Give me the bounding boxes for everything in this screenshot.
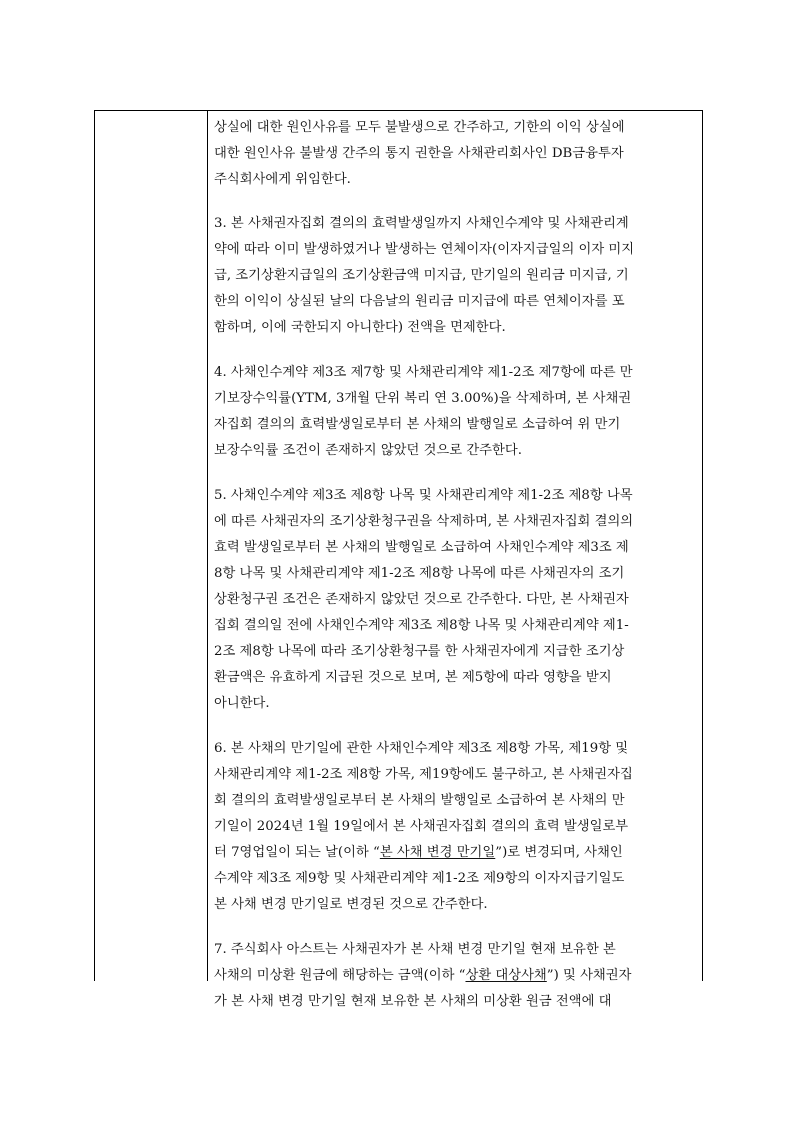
text-line: 8항 나목 및 사채관리계약 제1-2조 제8항 나목에 따른 사채권자의 조기: [214, 566, 625, 581]
text-fragment: 터 7영업일이 되는 날(이하 “: [214, 845, 380, 860]
text-line: 에 따른 사채권자의 조기상환청구권을 삭제하며, 본 사채권자집회 결의의: [214, 514, 634, 529]
text-line: 가 본 사채 변경 만기일 현재 보유한 본 사채의 미상환 원금 전액에 대: [214, 994, 612, 1009]
text-line: 2조 제8항 나목에 따라 조기상환청구를 한 사채권자에게 지급한 조기상: [214, 644, 625, 659]
text-line: 자집회 결의의 효력발생일로부터 본 사채의 발행일로 소급하여 위 만기: [214, 417, 621, 432]
text-line: 주식회사에게 위임한다.: [214, 172, 351, 187]
table-content-cell: [208, 111, 702, 1009]
text-line: 상환청구권 조건은 존재하지 않았던 것으로 간주한다. 다만, 본 사채권자: [214, 592, 629, 607]
text-line: 한의 이익이 상실된 날의 다음날의 원리금 미지급에 따른 연체이자를 포: [214, 294, 625, 309]
table-left-cell: [95, 111, 207, 981]
text-fragment: ”)로 변경되며, 사채인: [495, 845, 623, 860]
text-line: 대한 원인사유 불발생 간주의 통지 권한을 사채관리회사인 DB금융투자: [214, 146, 624, 161]
text-line: 환금액은 유효하게 지급된 것으로 보며, 본 제5항에 따라 영향을 받지: [214, 670, 612, 685]
text-fragment: 사채의 미상환 원금에 해당하는 금액(이하 “: [214, 968, 466, 983]
text-line: 약에 따라 이미 발생하였거나 발생하는 연체이자(이자지급일의 이자 미지: [214, 242, 635, 257]
text-line: 기보장수익률(YTM, 3개월 단위 복리 연 3.00%)을 삭제하며, 본 사채권: [214, 391, 632, 406]
defined-term-maturity: 본 사채 변경 만기일: [379, 845, 496, 860]
defined-term-redemption: 상환 대상사채: [465, 968, 547, 983]
text-line: 3. 본 사채권자집회 결의의 효력발생일까지 사채인수계약 및 사채관리계: [214, 216, 629, 231]
text-line: 사채관리계약 제1-2조 제8항 가목, 제19항에도 불구하고, 본 사채권자집: [214, 767, 633, 782]
text-line: [214, 844, 623, 862]
text-line: 상실에 대한 원인사유를 모두 불발생으로 간주하고, 기한의 이익 상실에: [214, 120, 625, 135]
text-line: 회 결의의 효력발생일로부터 본 사채의 발행일로 소급하여 본 사채의 만: [214, 793, 625, 808]
text-line: 함하며, 이에 국한되지 아니한다) 전액을 면제한다.: [214, 320, 506, 335]
text-line: 급, 조기상환지급일의 조기상환금액 미지급, 만기일의 원리금 미지급, 기: [214, 268, 629, 283]
text-line: 4. 사채인수계약 제3조 제7항 및 사채관리계약 제1-2조 제7항에 따른 만: [214, 365, 633, 380]
text-line: 수계약 제3조 제9항 및 사채관리계약 제1-2조 제9항의 이자지급기일도: [214, 871, 625, 886]
text-fragment: ”) 및 사채권자: [546, 968, 632, 983]
text-line: 집회 결의일 전에 사채인수계약 제3조 제8항 나목 및 사채관리계약 제1-: [214, 618, 629, 633]
text-line: 5. 사채인수계약 제3조 제8항 나목 및 사채관리계약 제1-2조 제8항 나목: [214, 488, 633, 503]
document-table: [94, 110, 703, 1009]
text-line: [214, 967, 631, 985]
text-line: 본 사채 변경 만기일로 변경된 것으로 간주한다.: [214, 897, 488, 912]
text-line: 보장수익률 조건이 존재하지 않았던 것으로 간주한다.: [214, 443, 522, 458]
text-line: 효력 발생일로부터 본 사채의 발행일로 소급하여 사채인수계약 제3조 제: [214, 540, 629, 555]
text-line: 아니한다.: [214, 696, 270, 711]
text-line: 6. 본 사채의 만기일에 관한 사채인수계약 제3조 제8항 가목, 제19항 및: [214, 741, 629, 756]
text-line: 기일이 2024년 1월 19일에서 본 사채권자집회 결의의 효력 발생일로부: [214, 819, 629, 834]
text-line: 7. 주식회사 아스트는 사채권자가 본 사채 변경 만기일 현재 보유한 본: [214, 942, 616, 957]
